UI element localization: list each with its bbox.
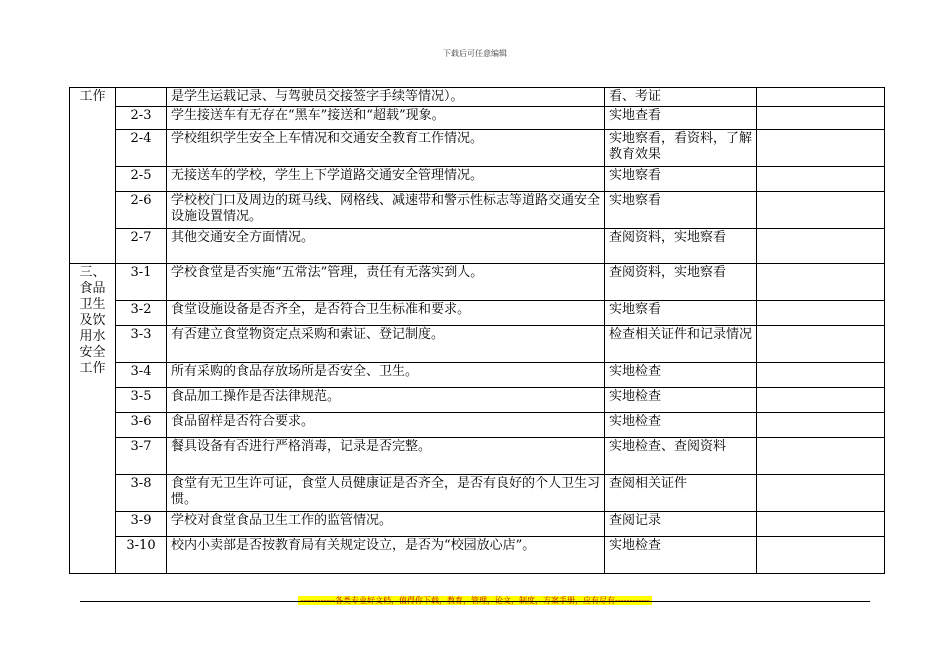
item-description: 学校组织学生安全上车情况和交通安全教育工作情况。 (167, 130, 605, 167)
table-row (70, 413, 885, 438)
item-description: 食品留样是否符合要求。 (167, 413, 605, 438)
item-description: 所有采购的食品存放场所是否安全、卫生。 (167, 363, 605, 388)
result-cell (757, 301, 885, 326)
footer-divider (80, 601, 870, 602)
table-row (70, 438, 885, 475)
item-number: 3-7 (116, 438, 167, 475)
item-description: 餐具设备有否进行严格消毒，记录是否完整。 (167, 438, 605, 475)
item-number: 3-3 (116, 326, 167, 363)
item-number: 2-7 (116, 229, 167, 264)
item-description: 食堂有无卫生许可证，食堂人员健康证是否齐全，是否有良好的个人卫生习惯。 (167, 475, 605, 512)
result-cell (757, 388, 885, 413)
check-method: 查阅记录 (605, 512, 757, 537)
result-cell (757, 88, 885, 107)
check-method: 实地检查、查阅资料 (605, 438, 757, 475)
table-row (70, 229, 885, 264)
table-row (70, 326, 885, 363)
item-description: 学生接送车有无存在“黑车”接送和“超载”现象。 (167, 107, 605, 130)
result-cell (757, 512, 885, 537)
check-method: 实地检查 (605, 363, 757, 388)
result-cell (757, 413, 885, 438)
result-cell (757, 438, 885, 475)
table-row (70, 537, 885, 574)
result-cell (757, 192, 885, 229)
check-method: 实地查看 (605, 107, 757, 130)
item-number: 2-5 (116, 167, 167, 192)
result-cell (757, 537, 885, 574)
table-row (70, 301, 885, 326)
check-method: 实地检查 (605, 388, 757, 413)
category-cell: 工作 (70, 88, 116, 264)
check-method: 查阅相关证件 (605, 475, 757, 512)
item-number: 2-6 (116, 192, 167, 229)
result-cell (757, 363, 885, 388)
check-method: 检查相关证件和记录情况 (605, 326, 757, 363)
header-note: 下载后可任意编辑 (443, 49, 507, 58)
check-method: 实地察看 (605, 192, 757, 229)
result-cell (757, 107, 885, 130)
table-row (70, 130, 885, 167)
table-row (70, 363, 885, 388)
result-cell (757, 264, 885, 301)
result-cell (757, 475, 885, 512)
check-method: 查阅资料，实地察看 (605, 229, 757, 264)
item-description: 学校校门口及周边的斑马线、网格线、减速带和警示性标志等道路交通安全设施设置情况。 (167, 192, 605, 229)
table-row (70, 88, 885, 107)
item-description: 有否建立食堂物资定点采购和索证、登记制度。 (167, 326, 605, 363)
table-row (70, 107, 885, 130)
check-method: 实地检查 (605, 413, 757, 438)
table-row (70, 167, 885, 192)
result-cell (757, 229, 885, 264)
item-description: 其他交通安全方面情况。 (167, 229, 605, 264)
check-method: 查阅资料，实地察看 (605, 264, 757, 301)
inspection-table (69, 87, 885, 574)
table-row (70, 264, 885, 301)
item-number: 2-4 (116, 130, 167, 167)
table-row (70, 192, 885, 229)
table-row (70, 475, 885, 512)
check-method: 实地察看 (605, 167, 757, 192)
table-row (70, 388, 885, 413)
item-number: 3-10 (116, 537, 167, 574)
check-method: 看、考证 (605, 88, 757, 107)
item-number: 3-5 (116, 388, 167, 413)
item-number: 3-2 (116, 301, 167, 326)
item-description: 学校对食堂食品卫生工作的监管情况。 (167, 512, 605, 537)
item-description: 校内小卖部是否按教育局有关规定设立，是否为“校园放心店”。 (167, 537, 605, 574)
table-row (70, 512, 885, 537)
check-method: 实地察看 (605, 301, 757, 326)
item-number: 3-1 (116, 264, 167, 301)
item-description: 食堂设施设备是否齐全，是否符合卫生标准和要求。 (167, 301, 605, 326)
result-cell (757, 130, 885, 167)
footer-banner (0, 588, 950, 607)
check-method: 实地察看，看资料，了解教育效果 (605, 130, 757, 167)
footer-banner-text: ------------各类专业好文档，值得你下载，教育，管理，论文，制度，方案手册，应有尽有------------ (300, 596, 650, 605)
item-number: 3-4 (116, 363, 167, 388)
item-description: 学校食堂是否实施“五常法”管理，责任有无落实到人。 (167, 264, 605, 301)
check-method: 实地检查 (605, 537, 757, 574)
result-cell (757, 167, 885, 192)
item-description: 食品加工操作是否法律规范。 (167, 388, 605, 413)
item-number: 3-9 (116, 512, 167, 537)
item-description: 无接送车的学校，学生上下学道路交通安全管理情况。 (167, 167, 605, 192)
category-cell: 三、食品卫生及饮用水安全工作 (70, 264, 116, 574)
result-cell (757, 326, 885, 363)
item-description: 是学生运载记录、与驾驶员交接签字手续等情况）。 (167, 88, 605, 107)
item-number: 3-8 (116, 475, 167, 512)
item-number: 2-3 (116, 107, 167, 130)
item-number: 3-6 (116, 413, 167, 438)
item-number (116, 88, 167, 107)
